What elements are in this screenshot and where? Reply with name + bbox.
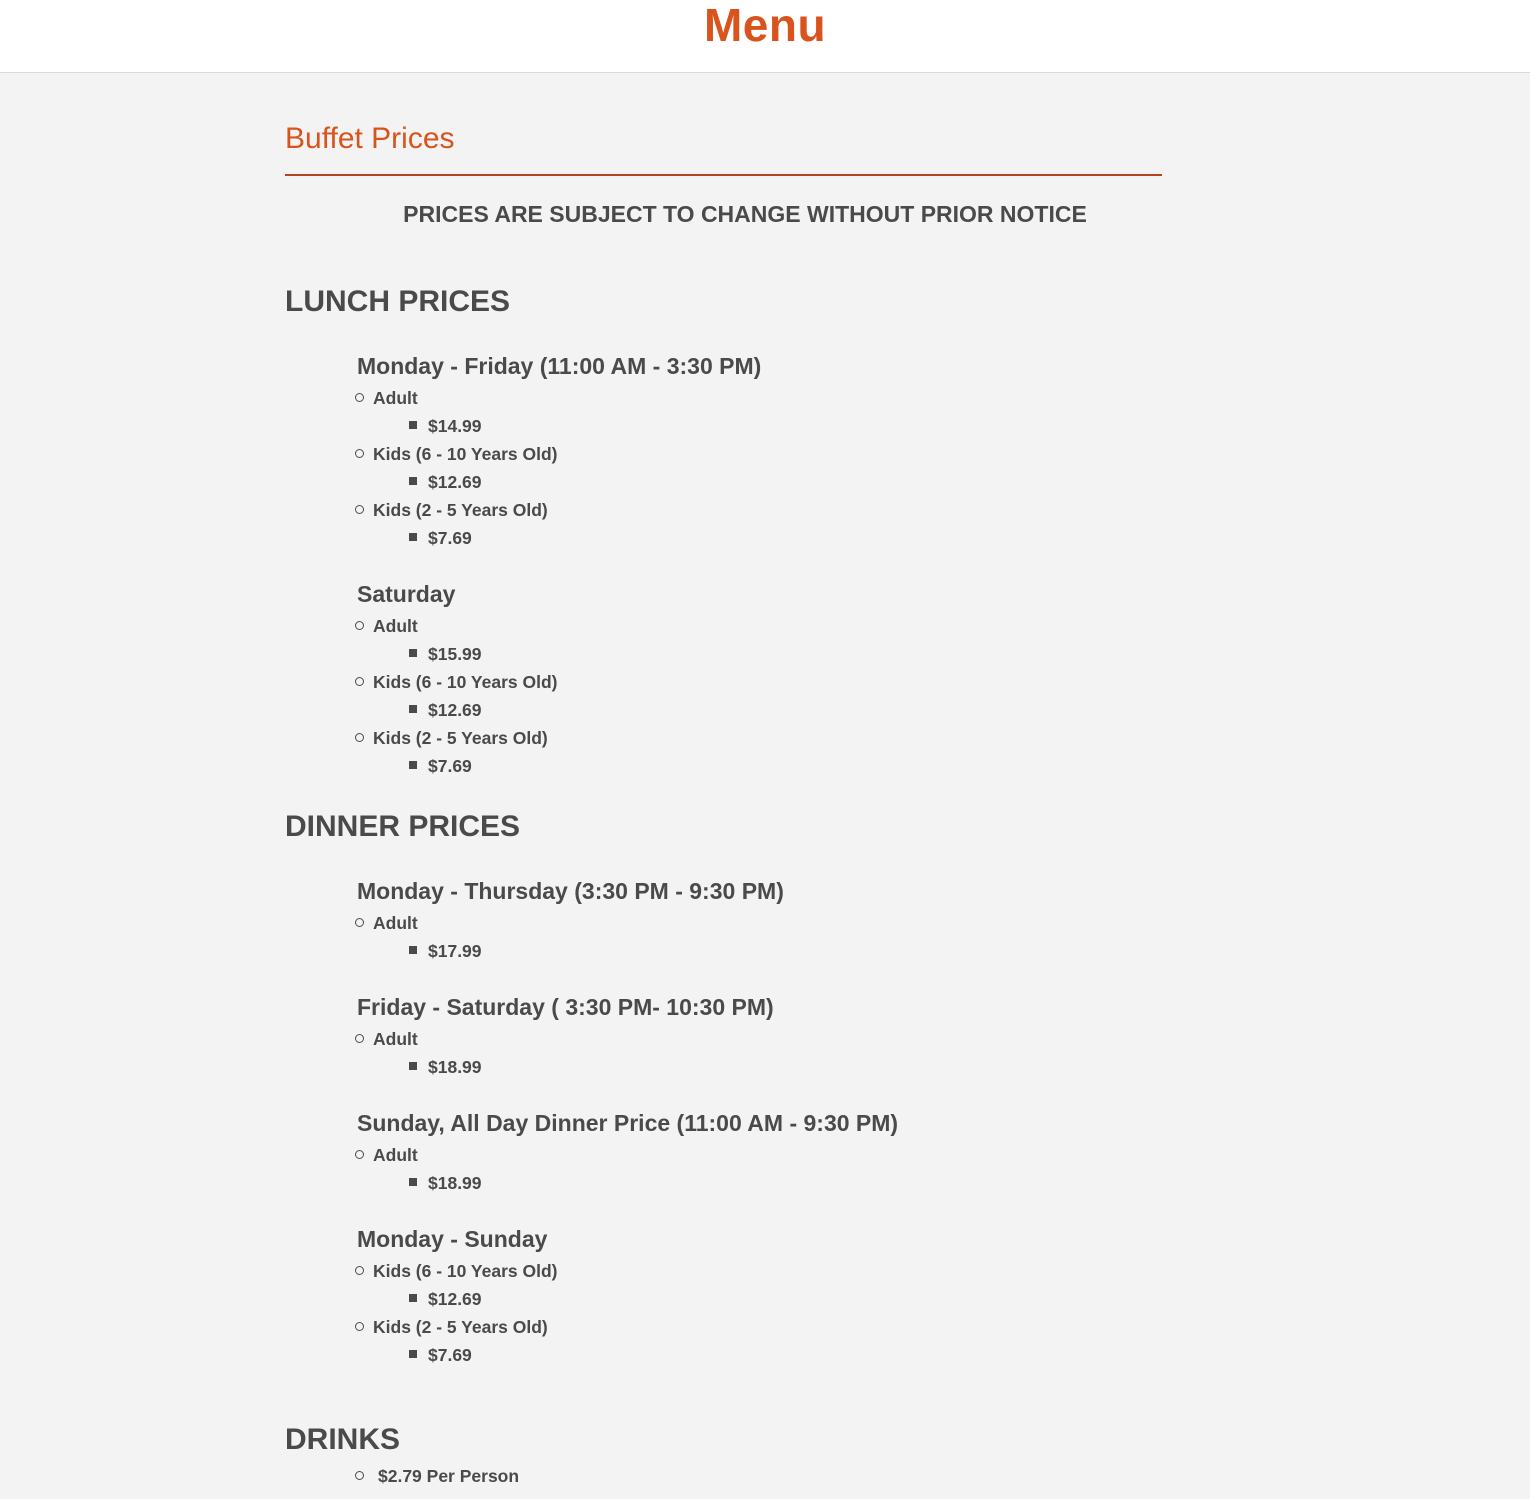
drink-price: $2.79 Per Person: [378, 1466, 520, 1486]
category-title-lunch: LUNCH PRICES: [285, 285, 511, 318]
price-item: [409, 642, 482, 666]
item-name: Kids (6 - 10 Years Old): [373, 672, 558, 692]
circle-bullet-icon: [355, 393, 364, 402]
price-item: [409, 1171, 482, 1195]
list-item: [355, 498, 548, 522]
list-item: [355, 442, 557, 466]
square-bullet-icon: [409, 1350, 417, 1358]
period-label: Monday - Thursday (3:30 PM - 9:30 PM): [357, 878, 784, 904]
item-name: Kids (2 - 5 Years Old): [373, 500, 548, 520]
item-price: $18.99: [428, 1173, 482, 1193]
list-item: [355, 386, 418, 410]
item-price: $14.99: [428, 416, 482, 436]
circle-bullet-icon: [355, 1322, 364, 1331]
price-item: [409, 470, 482, 494]
item-name: Adult: [373, 616, 418, 636]
price-item: [409, 414, 482, 438]
list-item: [355, 670, 557, 694]
square-bullet-icon: [409, 477, 417, 485]
price-item: [409, 939, 482, 963]
period-label: Friday - Saturday ( 3:30 PM- 10:30 PM): [357, 994, 774, 1020]
circle-bullet-icon: [355, 449, 364, 458]
period-label: Saturday: [357, 581, 456, 607]
item-name: Adult: [373, 1029, 418, 1049]
price-notice: PRICES ARE SUBJECT TO CHANGE WITHOUT PRIOR NOTICE: [403, 201, 1087, 227]
period-label: Sunday, All Day Dinner Price (11:00 AM - 9:30 PM): [357, 1110, 899, 1136]
list-item: [355, 726, 548, 750]
list-item: [355, 1027, 418, 1051]
price-item: [409, 1055, 482, 1079]
price-item: [409, 754, 472, 778]
period-label: Monday - Friday (11:00 AM - 3:30 PM): [357, 353, 762, 379]
item-price: $7.69: [428, 756, 472, 776]
page-header: [0, 0, 1530, 73]
square-bullet-icon: [409, 533, 417, 541]
item-name: Adult: [373, 1145, 418, 1165]
item-price: $7.69: [428, 528, 472, 548]
square-bullet-icon: [409, 649, 417, 657]
item-price: $18.99: [428, 1057, 482, 1077]
square-bullet-icon: [409, 421, 417, 429]
price-item: [409, 698, 482, 722]
category-title-drinks: DRINKS: [285, 1423, 401, 1456]
square-bullet-icon: [409, 761, 417, 769]
period-label: Monday - Sunday: [357, 1226, 548, 1252]
page-title: Menu: [703, 0, 827, 51]
circle-bullet-icon: [355, 1150, 364, 1159]
square-bullet-icon: [409, 1062, 417, 1070]
square-bullet-icon: [409, 946, 417, 954]
item-name: Adult: [373, 388, 418, 408]
item-price: $7.69: [428, 1345, 472, 1365]
item-price: $17.99: [428, 941, 482, 961]
list-item: [355, 614, 418, 638]
list-item: [355, 1259, 557, 1283]
circle-bullet-icon: [355, 621, 364, 630]
section-title: Buffet Prices: [285, 122, 455, 155]
circle-bullet-icon: [355, 1471, 364, 1480]
circle-bullet-icon: [355, 733, 364, 742]
item-name: Kids (2 - 5 Years Old): [373, 728, 548, 748]
price-item: [409, 1343, 472, 1367]
item-price: $12.69: [428, 472, 482, 492]
circle-bullet-icon: [355, 505, 364, 514]
circle-bullet-icon: [355, 677, 364, 686]
list-item: [355, 1464, 519, 1488]
item-name: Adult: [373, 913, 418, 933]
square-bullet-icon: [409, 1178, 417, 1186]
circle-bullet-icon: [355, 1034, 364, 1043]
section-divider: [285, 174, 1162, 176]
item-name: Kids (2 - 5 Years Old): [373, 1317, 548, 1337]
category-title-dinner: DINNER PRICES: [285, 810, 521, 843]
item-price: $12.69: [428, 700, 482, 720]
circle-bullet-icon: [355, 918, 364, 927]
list-item: [355, 1143, 418, 1167]
item-name: Kids (6 - 10 Years Old): [373, 1261, 558, 1281]
price-item: [409, 526, 472, 550]
item-name: Kids (6 - 10 Years Old): [373, 444, 558, 464]
list-item: [355, 1315, 548, 1339]
item-price: $12.69: [428, 1289, 482, 1309]
circle-bullet-icon: [355, 1266, 364, 1275]
list-item: [355, 911, 418, 935]
item-price: $15.99: [428, 644, 482, 664]
square-bullet-icon: [409, 1294, 417, 1302]
price-item: [409, 1287, 482, 1311]
square-bullet-icon: [409, 705, 417, 713]
